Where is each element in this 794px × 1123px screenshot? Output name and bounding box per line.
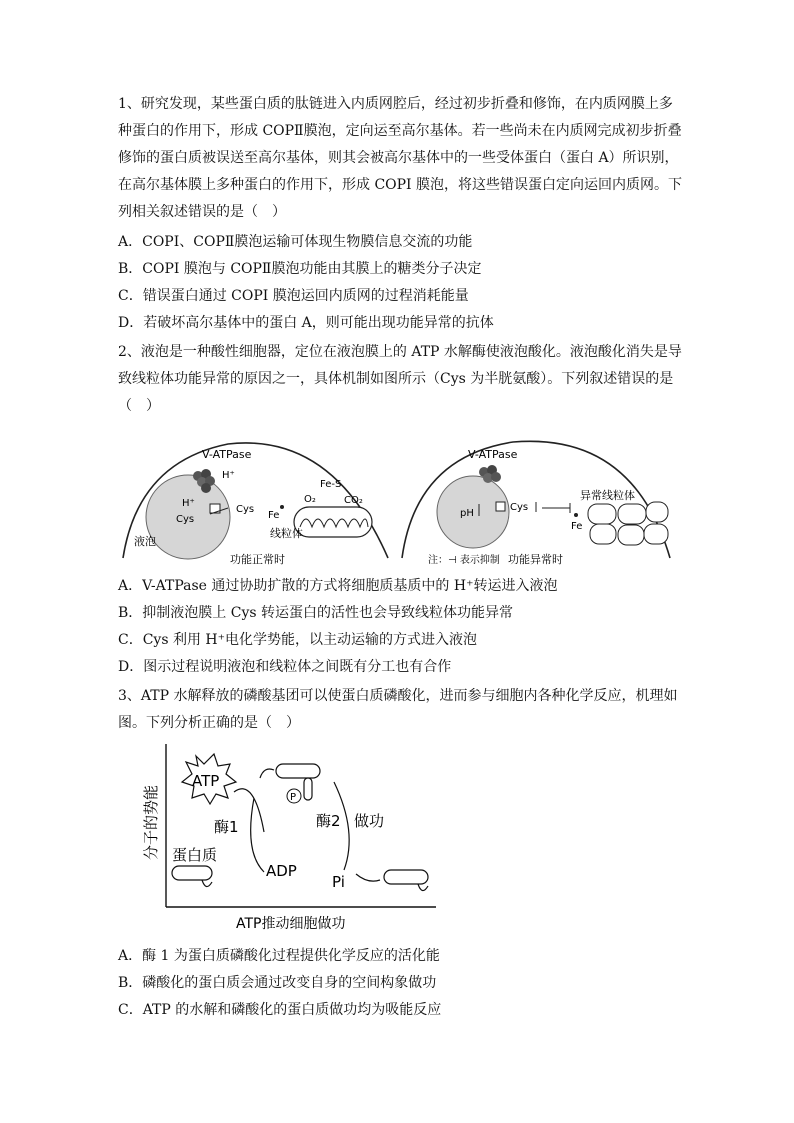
- work-label: 做功: [354, 812, 385, 830]
- q3-figure: [136, 742, 446, 934]
- right-fe-label: Fe: [571, 521, 583, 532]
- q3-option-a: A．酶 1 为蛋白质磷酸化过程提供化学反应的活化能: [118, 948, 440, 964]
- q2-figure: [118, 432, 674, 572]
- left-o2-label: O₂: [304, 494, 316, 505]
- q2-option-c: C．Cys 利用 H⁺电化学势能，以主动运输的方式进入液泡: [118, 632, 478, 648]
- enzyme2-label: 酶2: [316, 812, 341, 830]
- protein-shape-start: [172, 866, 212, 887]
- left-fes-label: Fe-S: [320, 479, 342, 490]
- right-ph-label: pH: [460, 508, 474, 519]
- enzyme1-arrow-down: [251, 798, 264, 872]
- protein-shape-final: [384, 870, 428, 891]
- pi-label: Pi: [332, 873, 345, 891]
- right-caption: 功能异常时: [508, 553, 563, 566]
- q2-option-b: B．抑制液泡膜上 Cys 转运蛋白的活性也会导致线粒体功能异常: [118, 605, 513, 621]
- left-mitochondrion: [294, 507, 372, 537]
- left-co2-label: CO₂: [344, 495, 363, 506]
- left-hplus-out: H⁺: [222, 470, 235, 481]
- y-axis-label: 分子的势能: [142, 784, 160, 860]
- to-phosphorylated-arrow: [260, 769, 274, 778]
- left-cys-in: Cys: [176, 514, 195, 525]
- enzyme1-label: 酶1: [214, 818, 239, 836]
- left-mito-label: 线粒体: [270, 527, 303, 540]
- left-hplus-in: H⁺: [182, 498, 195, 509]
- q2-stem: 2、液泡是一种酸性细胞器，定位在液泡膜上的 ATP 水解酶使液泡酸化。液泡酸化消失是导致线粒体功能异常的原因之一，具体机制如图所示（Cys 为半胱氨酸）。下列叙述错误的是（ ）: [118, 344, 682, 414]
- q1-option-d: D．若破坏高尔基体中的蛋白 A，则可能出现功能异常的抗体: [118, 315, 494, 331]
- right-abnormal-label: 异常线粒体: [580, 489, 635, 502]
- q1-stem: 1、研究发现，某些蛋白质的肽链进入内质网腔后，经过初步折叠和修饰，在内质网膜上多种蛋白的作用下，形成 COPⅡ膜泡，定向运至高尔基体。若一些尚未在内质网完成初步折叠修饰的蛋白质被误送至高尔基体，则其会被高尔基体中的一些受体蛋白（蛋白 A）所识别，在高尔基体膜上多种蛋白的作用下，形成 COPI 膜泡，将这些错误蛋白定向运回内质网。下列相关叙述错误的是（ ）: [118, 96, 683, 220]
- right-note: 注：⊣ 表示抑制: [428, 555, 500, 566]
- q2-option-a: A．V-ATPase 通过协助扩散的方式将细胞质基质中的 H⁺转运进入液泡: [118, 578, 558, 594]
- left-fe-label: Fe: [268, 510, 280, 521]
- left-vacuole-label: 液泡: [134, 535, 156, 548]
- right-cys-transporter: [496, 502, 505, 511]
- right-cys-label: Cys: [510, 502, 529, 513]
- left-vatpase-label: V-ATPase: [202, 448, 252, 461]
- q3-option-c: C．ATP 的水解和磷酸化的蛋白质做功均为吸能反应: [118, 1002, 442, 1018]
- left-caption: 功能正常时: [230, 553, 285, 566]
- q3-option-b: B．磷酸化的蛋白质会通过改变自身的空间构象做功: [118, 975, 437, 991]
- caption: ATP推动细胞做功: [236, 916, 346, 932]
- to-final-arrow: [356, 874, 380, 881]
- right-fe-dot: [574, 513, 578, 517]
- protein-label: 蛋白质: [172, 846, 218, 864]
- atp-label: ATP: [192, 772, 220, 790]
- right-abnormal-mitochondria: [588, 502, 668, 545]
- right-vatpase-label: V-ATPase: [468, 448, 518, 461]
- q2-option-d: D．图示过程说明液泡和线粒体之间既有分工也有合作: [118, 659, 452, 675]
- q1-option-c: C．错误蛋白通过 COPI 膜泡运回内质网的过程消耗能量: [118, 288, 469, 304]
- phosphate-label: P: [290, 792, 297, 803]
- q3-stem: 3、ATP 水解释放的磷酸基团可以使蛋白质磷酸化，进而参与细胞内各种化学反应，机理如图。下列分析正确的是（ ）: [118, 688, 678, 731]
- q1-option-b: B．COPI 膜泡与 COPⅡ膜泡功能由其膜上的糖类分子决定: [118, 261, 482, 277]
- left-fe-dot: [280, 505, 284, 509]
- q1-option-a: A．COPI、COPⅡ膜泡运输可体现生物膜信息交流的功能: [118, 234, 473, 250]
- left-cys-out: Cys: [236, 504, 255, 515]
- adp-label: ADP: [266, 862, 297, 880]
